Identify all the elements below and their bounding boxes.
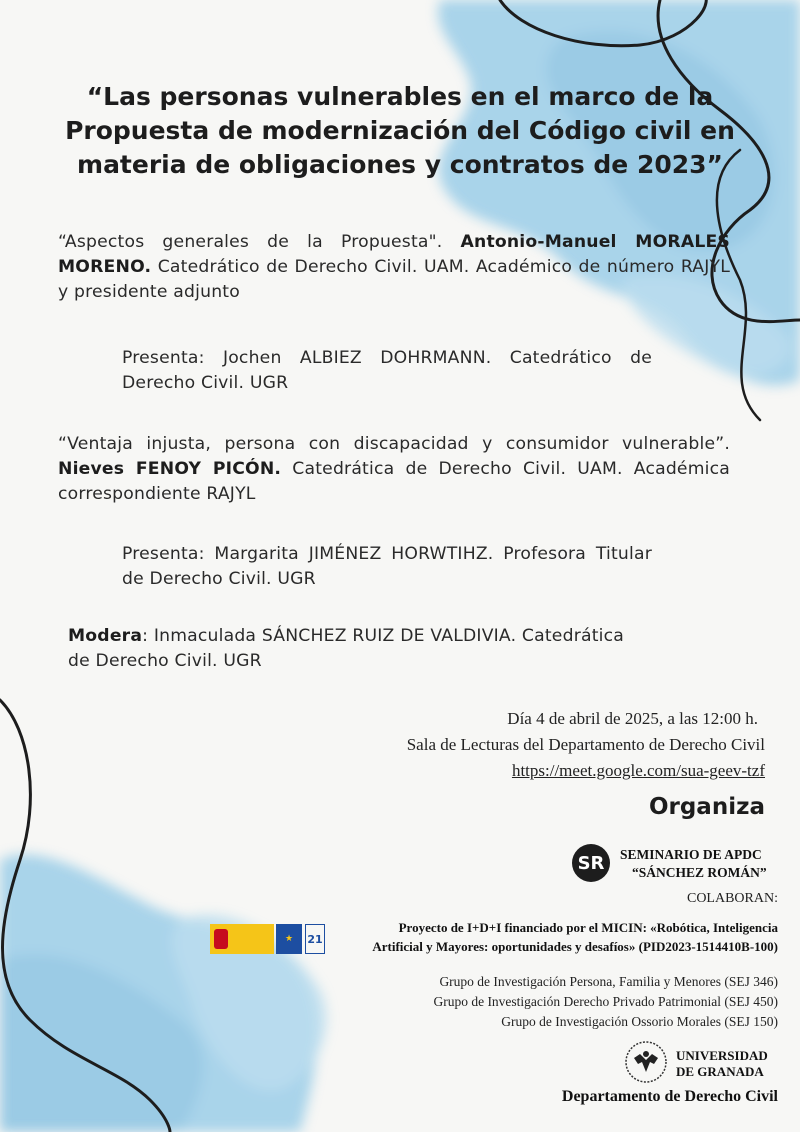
event-title: “Las personas vulnerables en el marco de la Propuesta de modernización del Código civil en materia de obligaciones y contratos de 2023”	[65, 82, 735, 179]
talk-1-details: Catedrático de Derecho Civil. UAM. Académico de número RAJYL y presidente adjunto	[58, 257, 730, 302]
talk-1-topic: “Aspectos generales de la Propuesta".	[58, 232, 461, 252]
event-place: Sala de Lecturas del Departamento de Derecho Civil	[406, 735, 765, 754]
moderator-text: : Inmaculada SÁNCHEZ RUIZ DE VALDIVIA. Catedrática de Derecho Civil. UGR	[68, 626, 624, 671]
ugr-crest-logo-icon	[624, 1040, 668, 1084]
project-line-1: Proyecto de I+D+I financiado por el MICIN: «Robótica, Inteligencia	[398, 920, 778, 935]
talk-1	[58, 230, 730, 305]
project-line-2: Artificial y Mayores: oportunidades y desafíos» (PID2023-1514410B-100)	[372, 939, 778, 954]
seminar-name-line-2: “SÁNCHEZ ROMÁN”	[632, 865, 767, 880]
eu-flag-logo-icon: ★	[276, 924, 302, 954]
aei-logo-icon: 21	[305, 924, 325, 954]
talk-2-topic: “Ventaja injusta, persona con discapacidad y consumidor vulnerable”.	[58, 434, 730, 454]
seminar-name-line-1: SEMINARIO DE APDC	[620, 847, 762, 862]
university-line-2: DE GRANADA	[676, 1064, 764, 1079]
meet-link[interactable]: https://meet.google.com/sua-geev-tzf	[511, 761, 765, 780]
group-2: Grupo de Investigación Derecho Privado Patrimonial (SEJ 450)	[433, 994, 778, 1009]
moderator-label: Modera	[68, 626, 143, 646]
talk-2-speaker: Nieves FENOY PICÓN.	[58, 459, 282, 479]
group-1: Grupo de Investigación Persona, Familia y Menores (SEJ 346)	[439, 974, 778, 989]
moderator	[68, 624, 624, 674]
event-link-wrap	[512, 758, 765, 784]
seminar-logo-icon	[572, 844, 610, 882]
presenter-1: Presenta: Jochen ALBIEZ DOHRMANN. Catedrático de Derecho Civil. UGR	[122, 348, 652, 393]
colaboran-label: COLABORAN:	[686, 891, 778, 906]
talk-2	[58, 432, 730, 507]
organiza-heading: Organiza	[648, 794, 765, 820]
group-3: Grupo de Investigación Ossorio Morales (SEJ 150)	[501, 1014, 778, 1029]
event-date: Día 4 de abril de 2025, a las 12:00 h.	[507, 709, 758, 728]
ministerio-ciencia-logo-icon	[210, 924, 274, 954]
department-name: Departamento de Derecho Civil	[561, 1088, 778, 1105]
talk-2-details: Catedrática de Derecho Civil. UAM. Académica correspondiente RAJYL	[58, 459, 731, 504]
university-line-1: UNIVERSIDAD	[676, 1048, 768, 1063]
seminar-logo-letters: SR	[577, 852, 605, 874]
presenter-2: Presenta: Margarita JIMÉNEZ HORWTIHZ. Profesora Titular de Derecho Civil. UGR	[122, 544, 652, 589]
talk-1-speaker: Antonio-Manuel MORALES MORENO.	[58, 232, 730, 277]
